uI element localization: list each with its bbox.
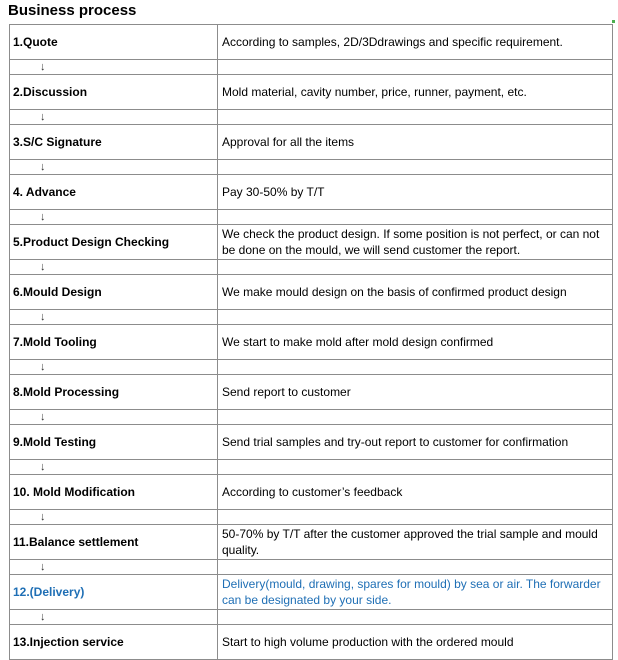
arrow-row [10, 260, 613, 275]
arrow-row [10, 310, 613, 325]
empty-cell [218, 410, 613, 425]
step-row-product-design-checking [10, 225, 613, 260]
step-row-balance-settlement [10, 525, 613, 560]
empty-cell [218, 560, 613, 575]
step-description: Start to high volume production with the ordered mould [218, 625, 613, 660]
step-name: 10. Mold Modification [10, 475, 218, 510]
down-arrow-icon: ↓ [10, 160, 218, 175]
empty-cell [218, 510, 613, 525]
down-arrow-icon: ↓ [10, 410, 218, 425]
empty-cell [218, 260, 613, 275]
step-name: 13.Injection service [10, 625, 218, 660]
corner-mark [612, 20, 615, 23]
step-description: 50-70% by T/T after the customer approved the trial sample and mould quality. [218, 525, 613, 560]
step-row-discussion [10, 75, 613, 110]
process-table [9, 24, 613, 660]
step-name: 12.(Delivery) [10, 575, 218, 610]
step-description: Approval for all the items [218, 125, 613, 160]
step-row-delivery [10, 575, 613, 610]
down-arrow-icon: ↓ [10, 110, 218, 125]
step-description: Send trial samples and try-out report to customer for confirmation [218, 425, 613, 460]
page-title: Business process [8, 2, 137, 19]
step-name: 1.Quote [10, 25, 218, 60]
empty-cell [218, 360, 613, 375]
step-name: 2.Discussion [10, 75, 218, 110]
down-arrow-icon: ↓ [10, 510, 218, 525]
step-description: According to customer’s feedback [218, 475, 613, 510]
step-row-mold-processing [10, 375, 613, 410]
step-row-signature [10, 125, 613, 160]
step-row-mold-modification [10, 475, 613, 510]
arrow-row [10, 560, 613, 575]
step-name: 5.Product Design Checking [10, 225, 218, 260]
empty-cell [218, 110, 613, 125]
down-arrow-icon: ↓ [10, 360, 218, 375]
empty-cell [218, 210, 613, 225]
arrow-row [10, 110, 613, 125]
arrow-row [10, 410, 613, 425]
step-row-quote [10, 25, 613, 60]
step-row-mold-testing [10, 425, 613, 460]
arrow-row [10, 510, 613, 525]
arrow-row [10, 360, 613, 375]
step-description: According to samples, 2D/3Ddrawings and specific requirement. [218, 25, 613, 60]
step-row-injection-service [10, 625, 613, 660]
down-arrow-icon: ↓ [10, 560, 218, 575]
arrow-row [10, 60, 613, 75]
step-name: 8.Mold Processing [10, 375, 218, 410]
empty-cell [218, 310, 613, 325]
empty-cell [218, 60, 613, 75]
step-description: We start to make mold after mold design confirmed [218, 325, 613, 360]
step-name: 9.Mold Testing [10, 425, 218, 460]
arrow-row [10, 610, 613, 625]
step-name: 11.Balance settlement [10, 525, 218, 560]
step-description: We make mould design on the basis of confirmed product design [218, 275, 613, 310]
arrow-row [10, 210, 613, 225]
step-name: 6.Mould Design [10, 275, 218, 310]
step-description: Delivery(mould, drawing, spares for mould) by sea or air. The forwarder can be designated by your side. [218, 575, 613, 610]
empty-cell [218, 160, 613, 175]
step-description: We check the product design. If some position is not perfect, or can not be done on the mould, we will send customer the report. [218, 225, 613, 260]
step-row-mould-design [10, 275, 613, 310]
down-arrow-icon: ↓ [10, 610, 218, 625]
empty-cell [218, 610, 613, 625]
down-arrow-icon: ↓ [10, 60, 218, 75]
step-name: 4. Advance [10, 175, 218, 210]
arrow-row [10, 160, 613, 175]
arrow-row [10, 460, 613, 475]
step-description: Pay 30-50% by T/T [218, 175, 613, 210]
down-arrow-icon: ↓ [10, 260, 218, 275]
step-name: 3.S/C Signature [10, 125, 218, 160]
down-arrow-icon: ↓ [10, 210, 218, 225]
step-row-mold-tooling [10, 325, 613, 360]
down-arrow-icon: ↓ [10, 460, 218, 475]
step-description: Mold material, cavity number, price, runner, payment, etc. [218, 75, 613, 110]
step-name: 7.Mold Tooling [10, 325, 218, 360]
empty-cell [218, 460, 613, 475]
step-row-advance [10, 175, 613, 210]
step-description: Send report to customer [218, 375, 613, 410]
down-arrow-icon: ↓ [10, 310, 218, 325]
